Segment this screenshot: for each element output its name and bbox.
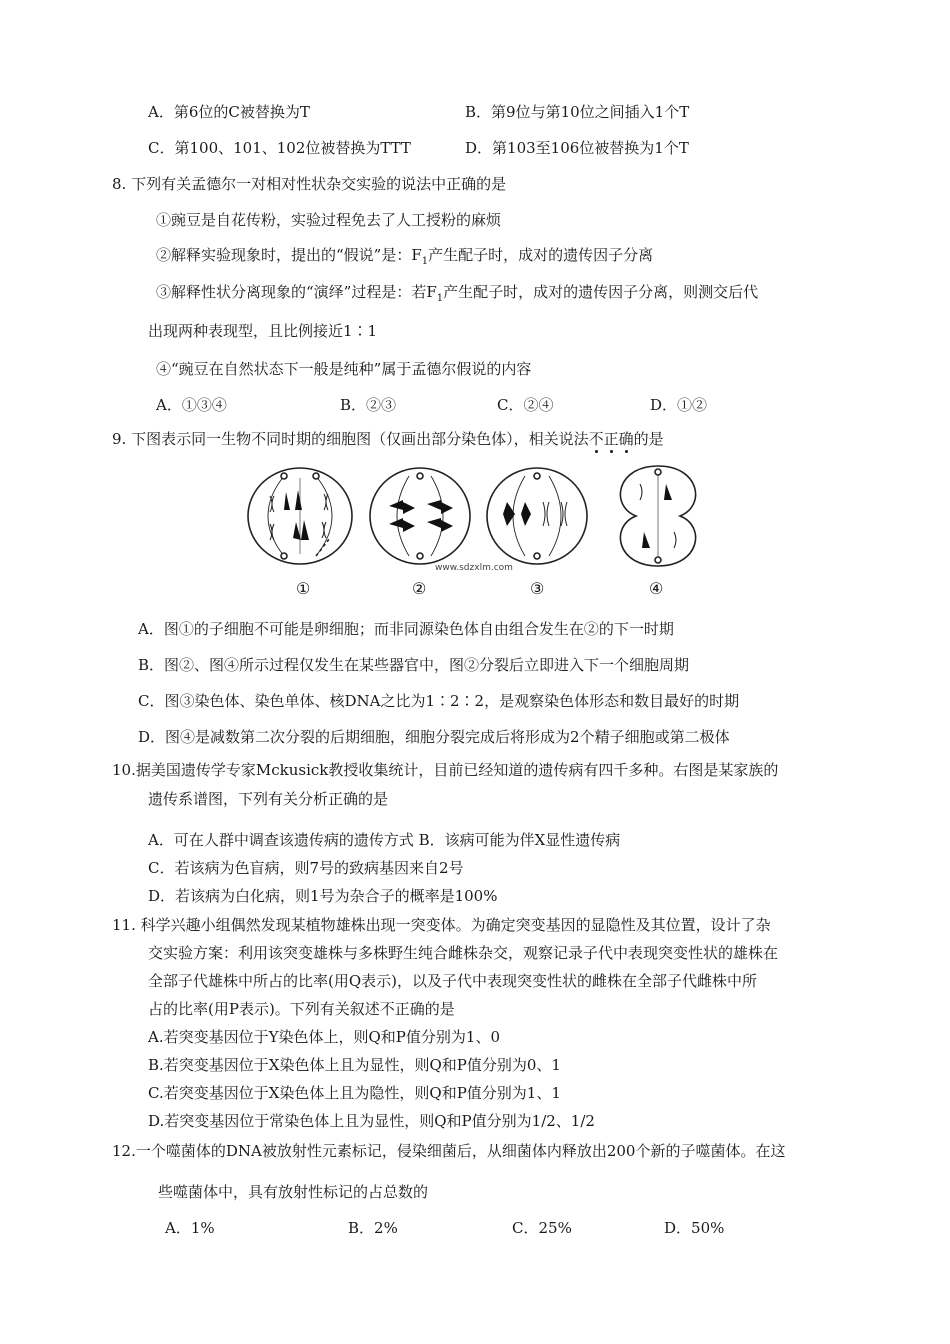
- q12-option-d: D．50%: [664, 1219, 725, 1237]
- q7-option-a: A．第6位的C被替换为T: [148, 103, 310, 121]
- q9-stem: 9. 下图表示同一生物不同时期的细胞图（仅画出部分染色体），相关说法不正确的是: [112, 430, 664, 448]
- q12-stem-line-1: 12.一个噬菌体的DNA被放射性元素标记，侵染细菌后，从细菌体内释放出200个新的子噬菌体。在这: [112, 1142, 786, 1160]
- q8-statement-2: ②解释实验现象时，提出的“假说”是：$F_1$产生配子时，成对的遗传因子分离: [156, 246, 654, 267]
- q11-stem-line-2: 交实验方案：利用该突变雄株与多株野生纯合雌株杂交，观察记录子代中表现突变性状的雄株在: [148, 944, 779, 962]
- cell-division-figure: [240, 462, 710, 600]
- q9-option-a: A．图①的子细胞不可能是卵细胞；而非同源染色体自由组合发生在②的下一时期: [138, 620, 674, 638]
- q10-option-ab: A．可在人群中调查该遗传病的遗传方式 B．该病可能为伴X显性遗传病: [148, 831, 621, 849]
- q8-statement-3-cont: 出现两种表现型，且比例接近1∶1: [148, 322, 378, 340]
- q10-stem-line-1: 10.据美国遗传学专家Mckusick教授收集统计，目前已经知道的遗传病有四千多种。右图是某家族的: [112, 761, 779, 779]
- q10-option-d: D．若该病为白化病，则1号为杂合子的概率是100%: [148, 887, 498, 905]
- cell-4: [620, 466, 695, 566]
- q8-option-d: D．①②: [650, 396, 708, 414]
- q8-statement-4: ④“豌豆在自然状态下一般是纯种”属于孟德尔假说的内容: [156, 360, 532, 378]
- q12-stem-line-2: 些噬菌体中，具有放射性标记的占总数的: [158, 1183, 429, 1201]
- q9-option-c: C．图③染色体、染色单体、核DNA之比为1∶2∶2，是观察染色体形态和数目最好的时期: [138, 692, 740, 710]
- q8-statement-3: ③解释性状分离现象的“演绎”过程是：若$F_1$产生配子时，成对的遗传因子分离，则测交后代: [156, 283, 759, 304]
- cell-2: [370, 468, 470, 564]
- q9-option-b: B．图②、图④所示过程仅发生在某些器官中，图②分裂后立即进入下一个细胞周期: [138, 656, 690, 674]
- q12-option-c: C．25%: [512, 1219, 572, 1237]
- q10-option-c: C．若该病为色盲病，则7号的致病基因来自2号: [148, 859, 464, 877]
- q11-stem-line-1: 11. 科学兴趣小组偶然发现某植物雄株出现一突变体。为确定突变基因的显隐性及其位置，设计了杂: [112, 916, 771, 934]
- q9-option-d: D．图④是减数第二次分裂的后期细胞，细胞分裂完成后将形成为2个精子细胞或第二极体: [138, 728, 730, 746]
- cell-1: [248, 468, 352, 564]
- q8-option-a: A．①③④: [156, 396, 227, 414]
- q11-option-c: C.若突变基因位于X染色体上且为隐性，则Q和P值分别为1、1: [148, 1084, 561, 1102]
- q11-option-a: A.若突变基因位于Y染色体上，则Q和P值分别为1、0: [148, 1028, 500, 1046]
- figure-label-4: ④: [649, 579, 664, 598]
- figure-label-3: ③: [530, 579, 545, 598]
- q8-option-b: B．②③: [340, 396, 397, 414]
- q8-statement-1: ①豌豆是自花传粉，实验过程免去了人工授粉的麻烦: [156, 211, 502, 229]
- q7-option-b: B．第9位与第10位之间插入1个T: [465, 103, 690, 121]
- q11-option-d: D.若突变基因位于常染色体上且为显性，则Q和P值分别为1/2、1/2: [148, 1112, 595, 1130]
- q12-option-a: A．1%: [165, 1219, 215, 1237]
- q11-option-b: B.若突变基因位于X染色体上且为显性，则Q和P值分别为0、1: [148, 1056, 561, 1074]
- figure-label-1: ①: [296, 579, 311, 598]
- q10-stem-line-2: 遗传系谱图，下列有关分析正确的是: [148, 790, 389, 808]
- q11-stem-line-4: 占的比率(用P表示)。下列有关叙述不正确的是: [148, 1000, 455, 1018]
- q8-stem: 8. 下列有关孟德尔一对相对性状杂交实验的说法中正确的是: [112, 175, 507, 193]
- figure-label-2: ②: [412, 579, 427, 598]
- q11-stem-line-3: 全部子代雄株中所占的比率(用Q表示)，以及子代中表现突变性状的雌株在全部子代雌株中所: [148, 972, 758, 990]
- q7-option-c: C．第100、101、102位被替换为TTT: [148, 139, 411, 157]
- q12-option-b: B．2%: [348, 1219, 398, 1237]
- cell-3: [487, 468, 587, 564]
- q7-option-d: D．第103至106位被替换为1个T: [465, 139, 689, 157]
- q8-option-c: C．②④: [497, 396, 554, 414]
- figure-watermark: www.sdzxlm.com: [435, 563, 513, 573]
